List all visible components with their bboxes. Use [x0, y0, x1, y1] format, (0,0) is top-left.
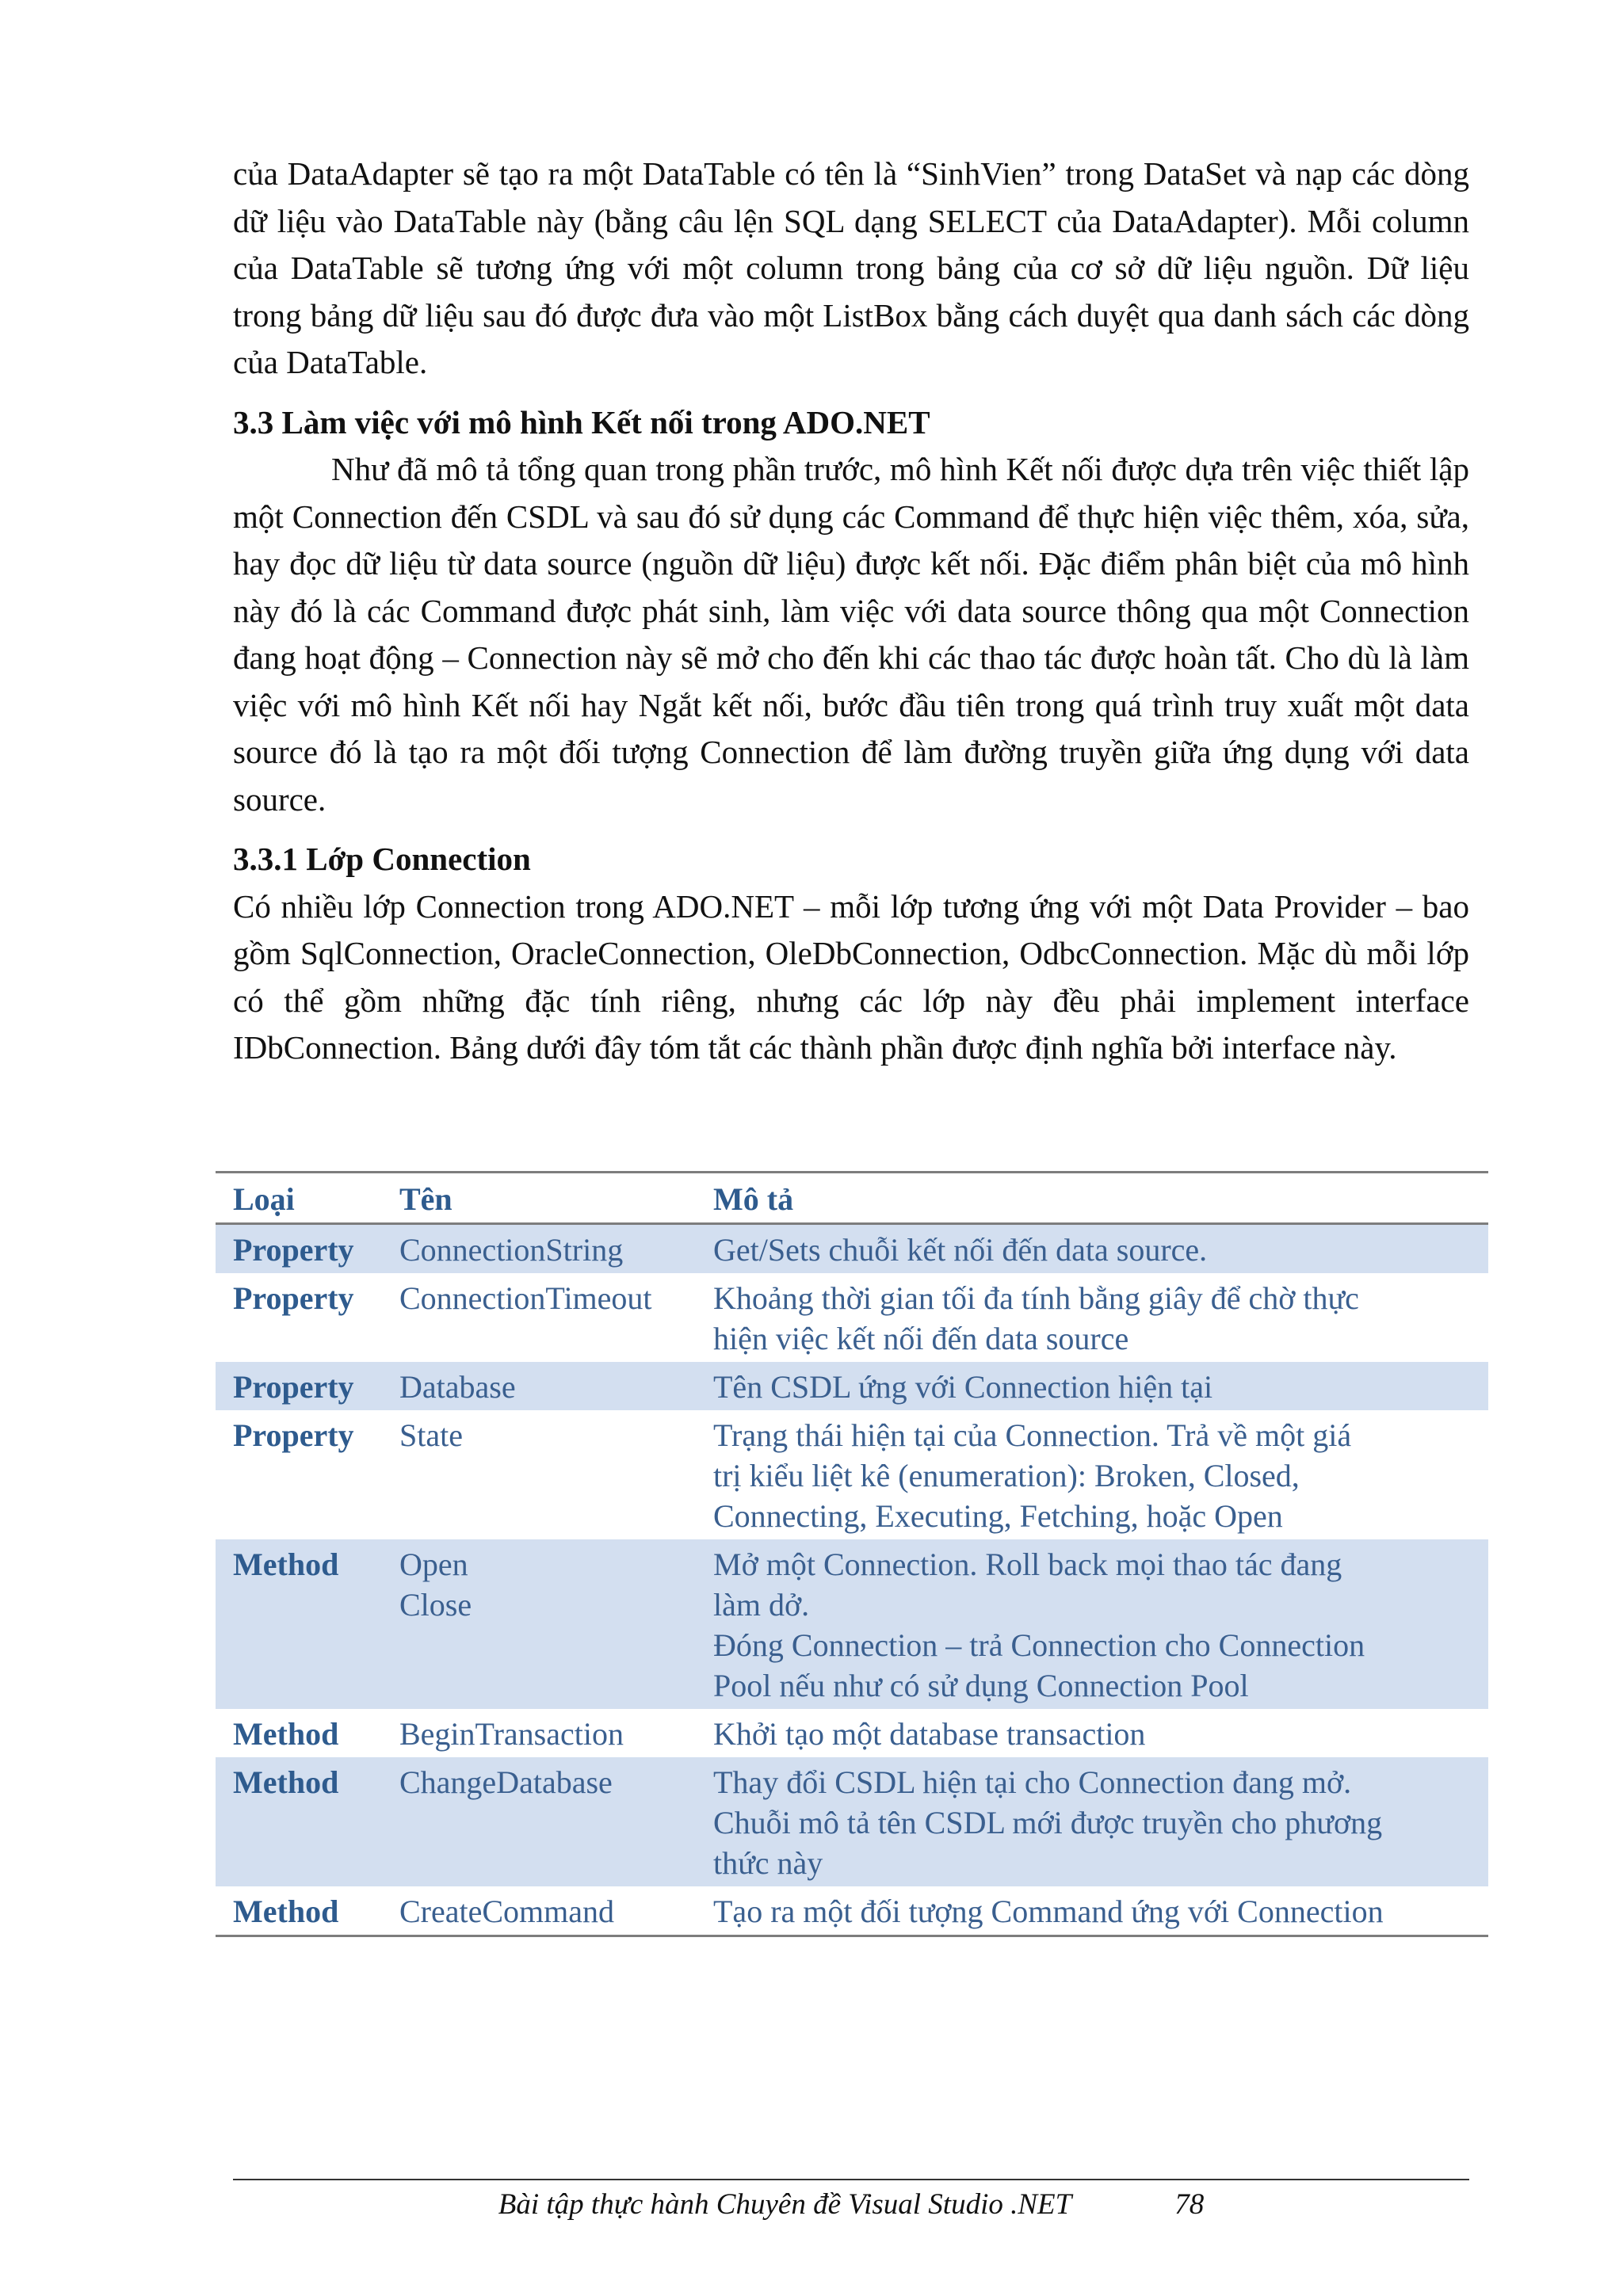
desc-line: Khoảng thời gian tối đa tính bằng giây để chờ thực — [713, 1280, 1359, 1316]
table-row — [216, 1757, 1488, 1886]
table-row — [216, 1273, 1488, 1362]
desc-line: Chuỗi mô tả tên CSDL mới được truyền cho phương — [713, 1805, 1383, 1840]
desc-line: trị kiểu liệt kê (enumeration): Broken, Closed, — [713, 1458, 1300, 1493]
table-row — [216, 1410, 1488, 1539]
name-line: ChangeDatabase — [399, 1764, 613, 1800]
name-line: ConnectionString — [399, 1232, 624, 1268]
row-description — [696, 1224, 1488, 1274]
row-type: Method — [216, 1539, 382, 1709]
table-header-row — [216, 1173, 1488, 1224]
row-type: Property — [233, 1280, 354, 1316]
desc-line: làm dở. — [713, 1587, 810, 1623]
name-line: Close — [399, 1587, 472, 1623]
page-footer — [233, 2185, 1469, 2225]
row-description — [696, 1410, 1488, 1539]
name-line: CreateCommand — [399, 1894, 615, 1929]
name-line: ConnectionTimeout — [399, 1280, 652, 1316]
row-type: Property — [216, 1224, 382, 1274]
desc-line: Mở một Connection. Roll back mọi thao tác đang — [713, 1547, 1342, 1582]
desc-line: thức này — [713, 1845, 823, 1881]
row-description — [696, 1709, 1488, 1757]
row-name — [382, 1362, 696, 1410]
header-name: Tên — [399, 1181, 453, 1217]
name-line: BeginTransaction — [399, 1716, 624, 1752]
row-type: Method — [233, 1894, 339, 1929]
table-row — [216, 1362, 1488, 1410]
row-description — [696, 1886, 1488, 1936]
table-row — [216, 1224, 1488, 1274]
row-name — [382, 1273, 696, 1362]
row-type: Method — [233, 1716, 339, 1752]
desc-line: Trạng thái hiện tại của Connection. Trả về một giá — [713, 1417, 1352, 1453]
row-type: Method — [216, 1757, 382, 1886]
desc-line: Get/Sets chuỗi kết nối đến data source. — [713, 1232, 1208, 1268]
footer-divider — [233, 2179, 1469, 2180]
row-name — [382, 1539, 696, 1709]
page-number: 78 — [1174, 2188, 1205, 2221]
intro-paragraph: của DataAdapter sẽ tạo ra một DataTable có tên là “SinhVien” trong DataSet và nạp các dòng dữ liệu vào DataTable này (bằng câu lện SQL dạng SELECT của DataAdapter). Mỗi column của DataTable sẽ tương ứng với một column trong bảng của cơ sở dữ liệu nguồn. Dữ liệu trong bảng dữ liệu sau đó được đưa vào một ListBox bằng cách duyệt qua danh sách các dòng của DataTable. — [233, 155, 1469, 380]
row-name — [382, 1410, 696, 1539]
section-heading-3-3-1: 3.3.1 Lớp Connection — [233, 841, 531, 877]
row-description — [696, 1757, 1488, 1886]
desc-line: Khởi tạo một database transaction — [713, 1716, 1146, 1752]
name-line: Database — [399, 1369, 516, 1405]
row-description — [696, 1362, 1488, 1410]
desc-line: hiện việc kết nối đến data source — [713, 1321, 1129, 1356]
desc-line: Connecting, Executing, Fetching, hoặc Open — [713, 1498, 1283, 1534]
row-type: Property — [233, 1417, 354, 1453]
name-line: Open — [399, 1547, 468, 1582]
row-description — [696, 1273, 1488, 1362]
body-content — [233, 151, 1469, 1072]
section-3-3-paragraph: Như đã mô tả tổng quan trong phần trước, mô hình Kết nối được dựa trên việc thiết lập một Connection đến CSDL và sau đó sử dụng các Command để thực hiện việc thêm, xóa, sửa, hay đọc dữ liệu từ data source (nguồn dữ liệu) được kết nối. Đặc điểm phân biệt của mô hình này đó là các Command được phát sinh, làm việc với data source thông qua một Connection đang hoạt động – Connection này sẽ mở cho đến khi các thao tác được hoàn tất. Cho dù là làm việc với mô hình Kết nối hay Ngắt kết nối, bước đầu tiên trong quá trình truy xuất một data source đó là tạo ra một đối tượng Connection để làm đường truyền giữa ứng dụng với data source. — [233, 451, 1469, 818]
header-type: Loại — [233, 1181, 295, 1217]
row-name — [382, 1886, 696, 1936]
desc-line: Tạo ra một đối tượng Command ứng với Connection — [713, 1894, 1384, 1929]
row-type: Property — [216, 1362, 382, 1410]
row-name — [382, 1224, 696, 1274]
row-description — [696, 1539, 1488, 1709]
header-description: Mô tả — [713, 1181, 794, 1217]
table-row — [216, 1539, 1488, 1709]
desc-line: Thay đổi CSDL hiện tại cho Connection đang mở. — [713, 1764, 1352, 1800]
desc-line: Pool nếu như có sử dụng Connection Pool — [713, 1668, 1249, 1703]
footer-title: Bài tập thực hành Chuyên đề Visual Studio .NET — [498, 2188, 1072, 2221]
table-row — [216, 1886, 1488, 1936]
connection-members-table — [216, 1171, 1488, 1937]
members-table-wrapper — [216, 1171, 1488, 1937]
row-name — [382, 1757, 696, 1886]
name-line: State — [399, 1417, 463, 1453]
table-row — [216, 1709, 1488, 1757]
section-3-3-1-paragraph: Có nhiều lớp Connection trong ADO.NET – mỗi lớp tương ứng với một Data Provider – bao gồm SqlConnection, OracleConnection, OleDbConnection, OdbcConnection. Mặc dù mỗi lớp có thể gồm những đặc tính riêng, nhưng các lớp này đều phải implement interface IDbConnection. Bảng dưới đây tóm tắt các thành phần được định nghĩa bởi interface này. — [233, 887, 1469, 1066]
desc-line: Đóng Connection – trả Connection cho Connection — [713, 1627, 1365, 1663]
section-heading-3-3: 3.3 Làm việc với mô hình Kết nối trong ADO.NET — [233, 403, 930, 441]
row-name — [382, 1709, 696, 1757]
desc-line: Tên CSDL ứng với Connection hiện tại — [713, 1369, 1213, 1405]
